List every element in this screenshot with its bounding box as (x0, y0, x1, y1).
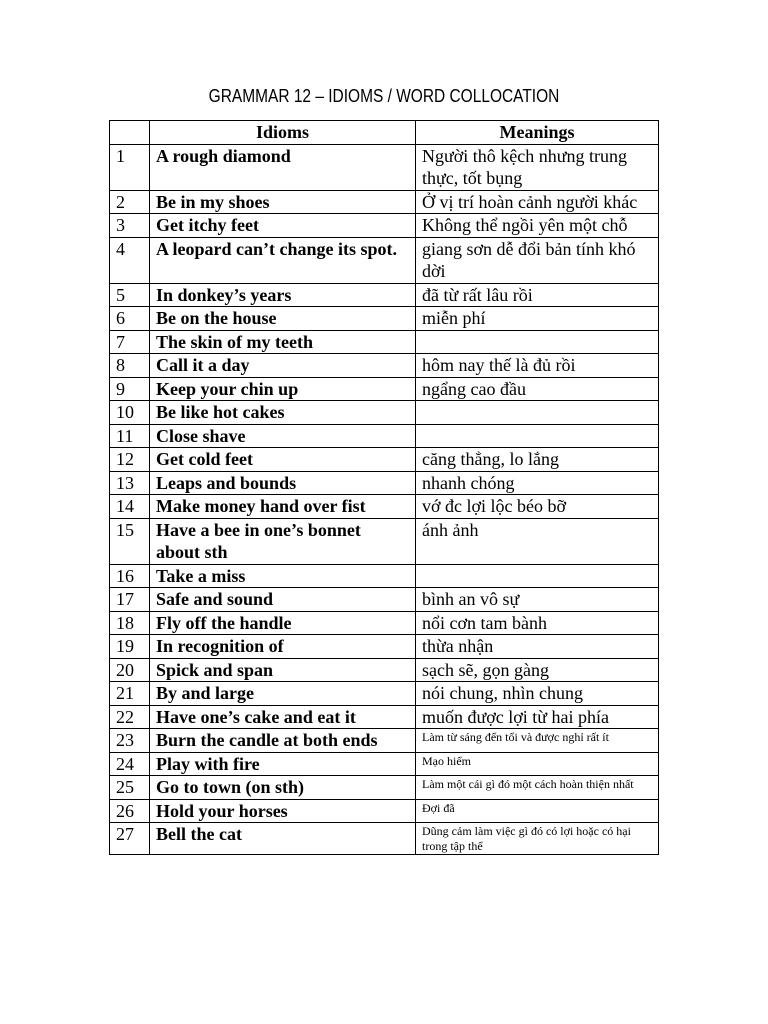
idiom-cell: In donkey’s years (150, 283, 416, 307)
row-number: 12 (110, 448, 150, 472)
table-row (110, 237, 659, 283)
meaning-cell: giang sơn dễ đổi bản tính khó dời (416, 237, 659, 283)
row-number: 4 (110, 237, 150, 283)
table-row (110, 377, 659, 401)
table-row (110, 658, 659, 682)
meaning-cell: Làm một cái gì đó một cách hoàn thiện nhất (416, 776, 659, 800)
table-row (110, 354, 659, 378)
idiom-cell: The skin of my teeth (150, 330, 416, 354)
idiom-cell: Get itchy feet (150, 214, 416, 238)
table-row (110, 823, 659, 855)
meaning-cell: nhanh chóng (416, 471, 659, 495)
table-row (110, 401, 659, 425)
row-number: 5 (110, 283, 150, 307)
table-row (110, 518, 659, 564)
table-row (110, 776, 659, 800)
row-number: 9 (110, 377, 150, 401)
row-number: 19 (110, 635, 150, 659)
idiom-cell: Have one’s cake and eat it (150, 705, 416, 729)
row-number: 23 (110, 729, 150, 753)
row-number: 15 (110, 518, 150, 564)
idiom-cell: A rough diamond (150, 144, 416, 190)
meaning-cell: Không thể ngồi yên một chỗ (416, 214, 659, 238)
table-row (110, 752, 659, 776)
idioms-table (109, 120, 659, 855)
meaning-cell: Ở vị trí hoàn cảnh người khác (416, 190, 659, 214)
idiom-cell: Bell the cat (150, 823, 416, 855)
table-row (110, 471, 659, 495)
row-number: 2 (110, 190, 150, 214)
idiom-cell: Be on the house (150, 307, 416, 331)
row-number: 8 (110, 354, 150, 378)
row-number: 11 (110, 424, 150, 448)
row-number: 14 (110, 495, 150, 519)
meaning-cell: căng thẳng, lo lắng (416, 448, 659, 472)
table-row (110, 564, 659, 588)
header-meanings: Meanings (416, 121, 659, 145)
table-row (110, 799, 659, 823)
meaning-cell: Đợi đã (416, 799, 659, 823)
idiom-cell: Be like hot cakes (150, 401, 416, 425)
meaning-cell: miễn phí (416, 307, 659, 331)
row-number: 18 (110, 611, 150, 635)
table-row (110, 729, 659, 753)
idiom-cell: In recognition of (150, 635, 416, 659)
meaning-cell: Dũng cảm làm việc gì đó có lợi hoặc có hại trong tập thể (416, 823, 659, 855)
table-row (110, 330, 659, 354)
idiom-cell: By and large (150, 682, 416, 706)
idiom-cell: Be in my shoes (150, 190, 416, 214)
table-row (110, 611, 659, 635)
meaning-cell (416, 401, 659, 425)
meaning-cell: hôm nay thế là đủ rồi (416, 354, 659, 378)
row-number: 7 (110, 330, 150, 354)
meaning-cell (416, 424, 659, 448)
idiom-cell: Close shave (150, 424, 416, 448)
header-number (110, 121, 150, 145)
table-row (110, 144, 659, 190)
idiom-cell: Get cold feet (150, 448, 416, 472)
row-number: 17 (110, 588, 150, 612)
row-number: 3 (110, 214, 150, 238)
meaning-cell: ánh ảnh (416, 518, 659, 564)
meaning-cell: sạch sẽ, gọn gàng (416, 658, 659, 682)
meaning-cell: vớ đc lợi lộc béo bỡ (416, 495, 659, 519)
meaning-cell: nói chung, nhìn chung (416, 682, 659, 706)
table-row (110, 190, 659, 214)
table-row (110, 495, 659, 519)
idiom-cell: Make money hand over fist (150, 495, 416, 519)
row-number: 27 (110, 823, 150, 855)
idiom-cell: Call it a day (150, 354, 416, 378)
meaning-cell: Mạo hiểm (416, 752, 659, 776)
table-row (110, 588, 659, 612)
table-header-row (110, 121, 659, 145)
row-number: 22 (110, 705, 150, 729)
table-row (110, 448, 659, 472)
header-idioms: Idioms (150, 121, 416, 145)
idiom-cell: Take a miss (150, 564, 416, 588)
meaning-cell (416, 564, 659, 588)
meaning-cell: thừa nhận (416, 635, 659, 659)
idiom-cell: Play with fire (150, 752, 416, 776)
table-row (110, 635, 659, 659)
document-title: GRAMMAR 12 – IDIOMS / WORD COLLOCATION (208, 86, 560, 106)
meaning-cell: muốn được lợi từ hai phía (416, 705, 659, 729)
meaning-cell: đã từ rất lâu rồi (416, 283, 659, 307)
table-row (110, 705, 659, 729)
idiom-cell: Fly off the handle (150, 611, 416, 635)
row-number: 1 (110, 144, 150, 190)
row-number: 24 (110, 752, 150, 776)
meaning-cell: Làm từ sáng đến tối và được nghỉ rất ít (416, 729, 659, 753)
idiom-cell: Burn the candle at both ends (150, 729, 416, 753)
row-number: 20 (110, 658, 150, 682)
row-number: 10 (110, 401, 150, 425)
row-number: 25 (110, 776, 150, 800)
meaning-cell: ngẩng cao đầu (416, 377, 659, 401)
meaning-cell: bình an vô sự (416, 588, 659, 612)
row-number: 26 (110, 799, 150, 823)
idiom-cell: Leaps and bounds (150, 471, 416, 495)
table-body (110, 144, 659, 855)
idiom-cell: A leopard can’t change its spot. (150, 237, 416, 283)
meaning-cell: nổi cơn tam bành (416, 611, 659, 635)
table-row (110, 424, 659, 448)
row-number: 6 (110, 307, 150, 331)
table-row (110, 307, 659, 331)
idiom-cell: Go to town (on sth) (150, 776, 416, 800)
idiom-cell: Safe and sound (150, 588, 416, 612)
meaning-cell: Người thô kệch nhưng trung thực, tốt bụng (416, 144, 659, 190)
idiom-cell: Have a bee in one’s bonnet about sth (150, 518, 416, 564)
table-row (110, 214, 659, 238)
table-row (110, 283, 659, 307)
row-number: 21 (110, 682, 150, 706)
idiom-cell: Spick and span (150, 658, 416, 682)
idiom-cell: Keep your chin up (150, 377, 416, 401)
meaning-cell (416, 330, 659, 354)
table-row (110, 682, 659, 706)
idiom-cell: Hold your horses (150, 799, 416, 823)
row-number: 16 (110, 564, 150, 588)
row-number: 13 (110, 471, 150, 495)
